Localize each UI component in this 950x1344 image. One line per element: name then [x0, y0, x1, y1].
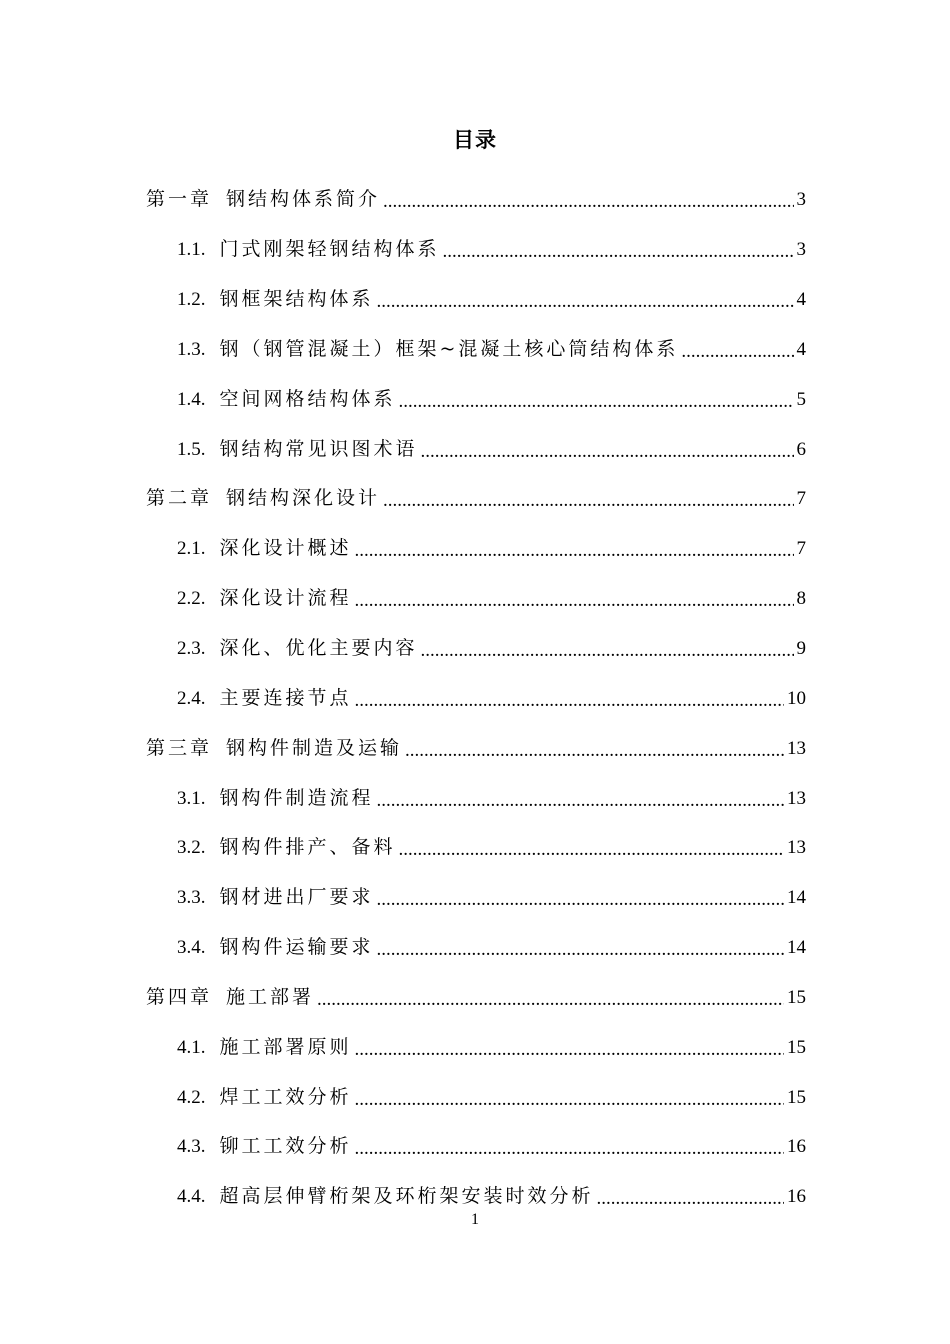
dot-leader — [377, 940, 784, 959]
entry-title: 门式刚架轻钢结构体系 — [219, 238, 440, 261]
entry-number: 第三章 — [146, 737, 213, 759]
entry-page-number: 13 — [787, 837, 806, 859]
entry-page-number: 13 — [787, 737, 806, 759]
toc-entry-section-3-1[interactable] — [146, 773, 806, 823]
entry-title: 钢（钢管混凝土）框架~混凝土核心筒结构体系 — [219, 337, 679, 360]
dot-leader — [355, 541, 794, 560]
entry-number: 4.3. — [177, 1136, 206, 1158]
dot-leader — [399, 840, 784, 859]
entry-title: 主要连接节点 — [219, 686, 352, 709]
dot-leader — [355, 1040, 784, 1059]
dot-leader — [383, 491, 793, 510]
entry-number: 1.3. — [177, 338, 206, 360]
toc-entry-section-1-3[interactable] — [146, 325, 806, 375]
entry-page-number: 9 — [796, 638, 806, 660]
dot-leader — [377, 791, 784, 810]
entry-number: 第四章 — [146, 986, 213, 1008]
toc-entry-section-4-3[interactable] — [146, 1122, 806, 1172]
entry-title: 钢构件运输要求 — [219, 936, 374, 959]
entry-title: 铆工工效分析 — [219, 1135, 352, 1158]
dot-leader — [421, 641, 794, 660]
toc-entry-section-3-2[interactable] — [146, 823, 806, 873]
entry-number: 3.1. — [177, 787, 206, 809]
toc-entry-section-1-4[interactable] — [146, 374, 806, 424]
entry-title: 深化设计概述 — [219, 537, 352, 560]
entry-title: 超高层伸臂桁架及环桁架安装时效分析 — [219, 1185, 594, 1208]
dot-leader — [405, 741, 784, 760]
dot-leader — [355, 1090, 784, 1109]
dot-leader — [377, 292, 794, 311]
page-number: 1 — [471, 1211, 479, 1228]
toc-entry-section-2-3[interactable] — [146, 624, 806, 674]
entry-number: 2.4. — [177, 687, 206, 709]
entry-number: 第一章 — [146, 189, 213, 211]
entry-number: 1.2. — [177, 289, 206, 311]
entry-title: 钢构件排产、备料 — [219, 836, 396, 859]
entry-page-number: 14 — [787, 937, 806, 959]
toc-entry-chapter-4[interactable] — [146, 973, 806, 1023]
entry-page-number: 15 — [787, 1036, 806, 1058]
entry-number: 2.1. — [177, 538, 206, 560]
dot-leader — [681, 342, 793, 361]
entry-title: 钢结构深化设计 — [226, 487, 381, 510]
entry-title: 钢框架结构体系 — [219, 288, 374, 311]
toc-entry-section-4-2[interactable] — [146, 1072, 806, 1122]
entry-page-number: 8 — [796, 588, 806, 610]
entry-title: 施工部署原则 — [219, 1035, 352, 1058]
entry-title: 深化设计流程 — [219, 587, 352, 610]
entry-title: 钢材进出厂要求 — [219, 886, 374, 909]
toc-entry-chapter-1[interactable] — [146, 175, 806, 225]
dot-leader — [399, 392, 794, 411]
table-of-contents — [146, 175, 806, 1222]
entry-page-number: 7 — [796, 488, 806, 510]
entry-page-number: 16 — [787, 1186, 806, 1208]
dot-leader — [355, 691, 784, 710]
entry-page-number: 13 — [787, 787, 806, 809]
entry-number: 3.2. — [177, 837, 206, 859]
entry-page-number: 7 — [796, 538, 806, 560]
toc-entry-section-3-4[interactable] — [146, 923, 806, 973]
toc-entry-section-1-2[interactable] — [146, 275, 806, 325]
entry-page-number: 15 — [787, 1086, 806, 1108]
toc-entry-section-1-5[interactable] — [146, 424, 806, 474]
entry-number: 4.2. — [177, 1086, 206, 1108]
entry-page-number: 4 — [796, 289, 806, 311]
entry-page-number: 10 — [787, 687, 806, 709]
entry-page-number: 16 — [787, 1136, 806, 1158]
entry-number: 第二章 — [146, 488, 213, 510]
entry-page-number: 3 — [796, 189, 806, 211]
dot-leader — [443, 242, 794, 261]
entry-number: 4.1. — [177, 1036, 206, 1058]
entry-number: 1.5. — [177, 438, 206, 460]
entry-title: 钢结构体系简介 — [226, 188, 381, 211]
entry-number: 3.3. — [177, 887, 206, 909]
toc-entry-section-1-1[interactable] — [146, 225, 806, 275]
toc-entry-section-4-1[interactable] — [146, 1022, 806, 1072]
entry-number: 2.2. — [177, 588, 206, 610]
entry-page-number: 6 — [796, 438, 806, 460]
entry-title: 焊工工效分析 — [219, 1085, 352, 1108]
entry-number: 4.4. — [177, 1186, 206, 1208]
entry-title: 深化、优化主要内容 — [219, 637, 418, 660]
toc-entry-chapter-2[interactable] — [146, 474, 806, 524]
toc-entry-section-2-2[interactable] — [146, 574, 806, 624]
dot-leader — [355, 591, 794, 610]
toc-entry-chapter-3[interactable] — [146, 723, 806, 773]
entry-page-number: 15 — [787, 986, 806, 1008]
dot-leader — [383, 192, 793, 211]
entry-number: 3.4. — [177, 937, 206, 959]
entry-page-number: 3 — [796, 239, 806, 261]
entry-number: 1.4. — [177, 388, 206, 410]
dot-leader — [355, 1139, 784, 1158]
toc-entry-section-2-1[interactable] — [146, 524, 806, 574]
toc-entry-section-3-3[interactable] — [146, 873, 806, 923]
entry-title: 钢结构常见识图术语 — [219, 437, 418, 460]
entry-title: 钢构件制造及运输 — [226, 736, 403, 759]
entry-page-number: 14 — [787, 887, 806, 909]
entry-number: 2.3. — [177, 638, 206, 660]
toc-title: 目录 — [453, 127, 497, 152]
dot-leader — [377, 890, 784, 909]
entry-number: 1.1. — [177, 239, 206, 261]
entry-page-number: 5 — [796, 388, 806, 410]
entry-page-number: 4 — [796, 338, 806, 360]
dot-leader — [597, 1189, 784, 1208]
toc-entry-section-2-4[interactable] — [146, 673, 806, 723]
dot-leader — [421, 442, 794, 461]
entry-title: 施工部署 — [226, 985, 315, 1008]
dot-leader — [317, 990, 784, 1009]
entry-title: 空间网格结构体系 — [219, 387, 396, 410]
entry-title: 钢构件制造流程 — [219, 786, 374, 809]
